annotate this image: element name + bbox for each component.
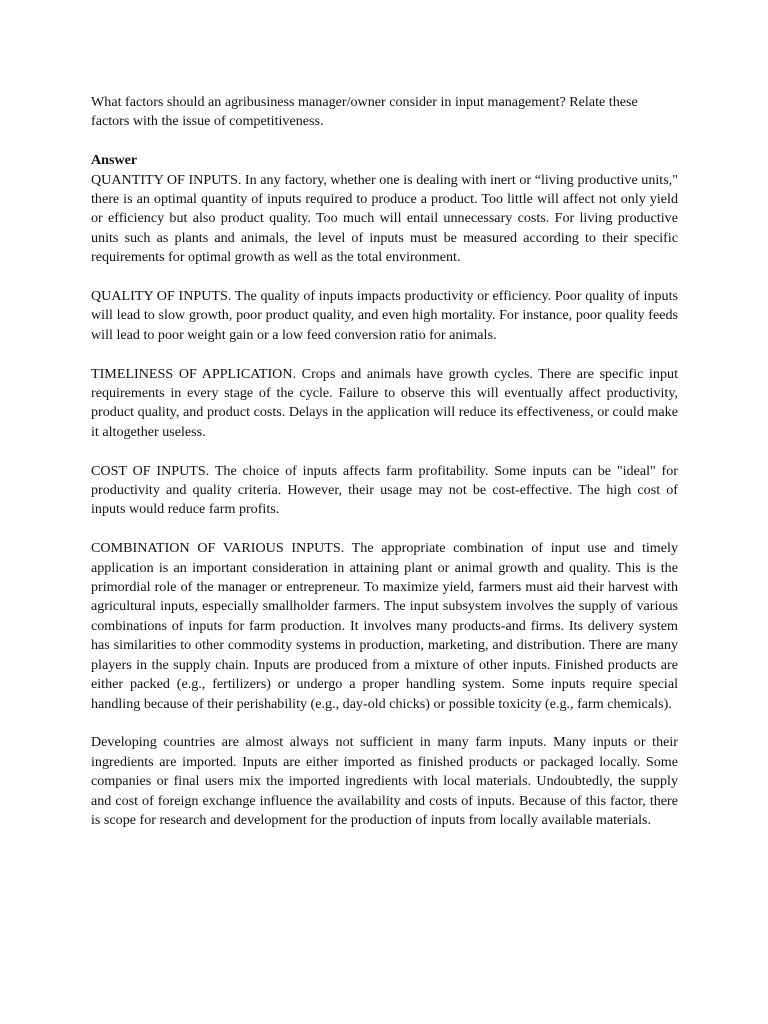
question-text: What factors should an agribusiness manager/owner consider in input management? Relate these factors with the issue of competitiveness. (91, 94, 638, 130)
paragraph-cost-of-inputs: COST OF INPUTS. The choice of inputs affects farm profitability. Some inputs can be "ideal" for productivity and quality criteria. However, their usage may not be cost-effective. The high cost of inputs would reduce farm profits. (91, 462, 678, 518)
answer-heading: Answer (91, 152, 138, 169)
paragraph-developing-countries: Developing countries are almost always not sufficient in many farm inputs. Many inputs or their ingredients are imported. Inputs are either imported as finished products or packaged locally. Some companies or final users mix the imported ingredients with local materials. Undoubtedly, the supply and cost of foreign exchange influence the availability and costs of inputs. Because of this factor, there is scope for research and development for the production of inputs from locally available materials. (91, 734, 678, 828)
spacer (91, 442, 678, 461)
spacer (91, 520, 678, 539)
paragraph-timeliness-of-application: TIMELINESS OF APPLICATION. Crops and animals have growth cycles. There are specific input requirements in every stage of the cycle. Failure to observe this will eventually affect productivity, product quality, and product costs. Delays in the application will reduce its effectiveness, or could make it altogether useless. (91, 365, 678, 440)
paragraph-quantity-of-inputs: QUANTITY OF INPUTS. In any factory, whether one is dealing with inert or “living productive units," there is an optimal quantity of inputs required to produce a product. Too little will affect not only yield or efficiency but also product quality. Too much will entail unnecessary costs. For living productive units such as plants and animals, the level of inputs must be measured according to their specific requirements for optimal growth as well as the total environment. (91, 171, 678, 266)
spacer (91, 268, 678, 287)
document-page (91, 93, 678, 830)
paragraph-combination-of-inputs: COMBINATION OF VARIOUS INPUTS. The appropriate combination of input use and timely application is an important consideration in attaining plant or animal growth and quality. This is the primordial role of the manager or entrepreneur. To maximize yield, farmers must aid their harvest with agricultural inputs, especially smallholder farmers. The input subsystem involves the supply of various combinations of inputs for farm production. It involves many products-and firms. Its delivery system has similarities to other commodity systems in production, marketing, and distribution. There are many players in the supply chain. Inputs are produced from a mixture of other inputs. Finished products are either packed (e.g., fertilizers) or undergo a proper handling system. Some inputs require special handling because of their perishability (e.g., day-old chicks) or possible toxicity (e.g., farm chemicals). (91, 540, 678, 712)
spacer (91, 345, 678, 364)
paragraph-quality-of-inputs: QUALITY OF INPUTS. The quality of inputs impacts productivity or efficiency. Poor quality of inputs will lead to slow growth, poor product quality, and even high mortality. For instance, poor quality feeds will lead to poor weight gain or a low feed conversion ratio for animals. (91, 288, 678, 343)
spacer (91, 132, 678, 151)
spacer (91, 714, 678, 733)
